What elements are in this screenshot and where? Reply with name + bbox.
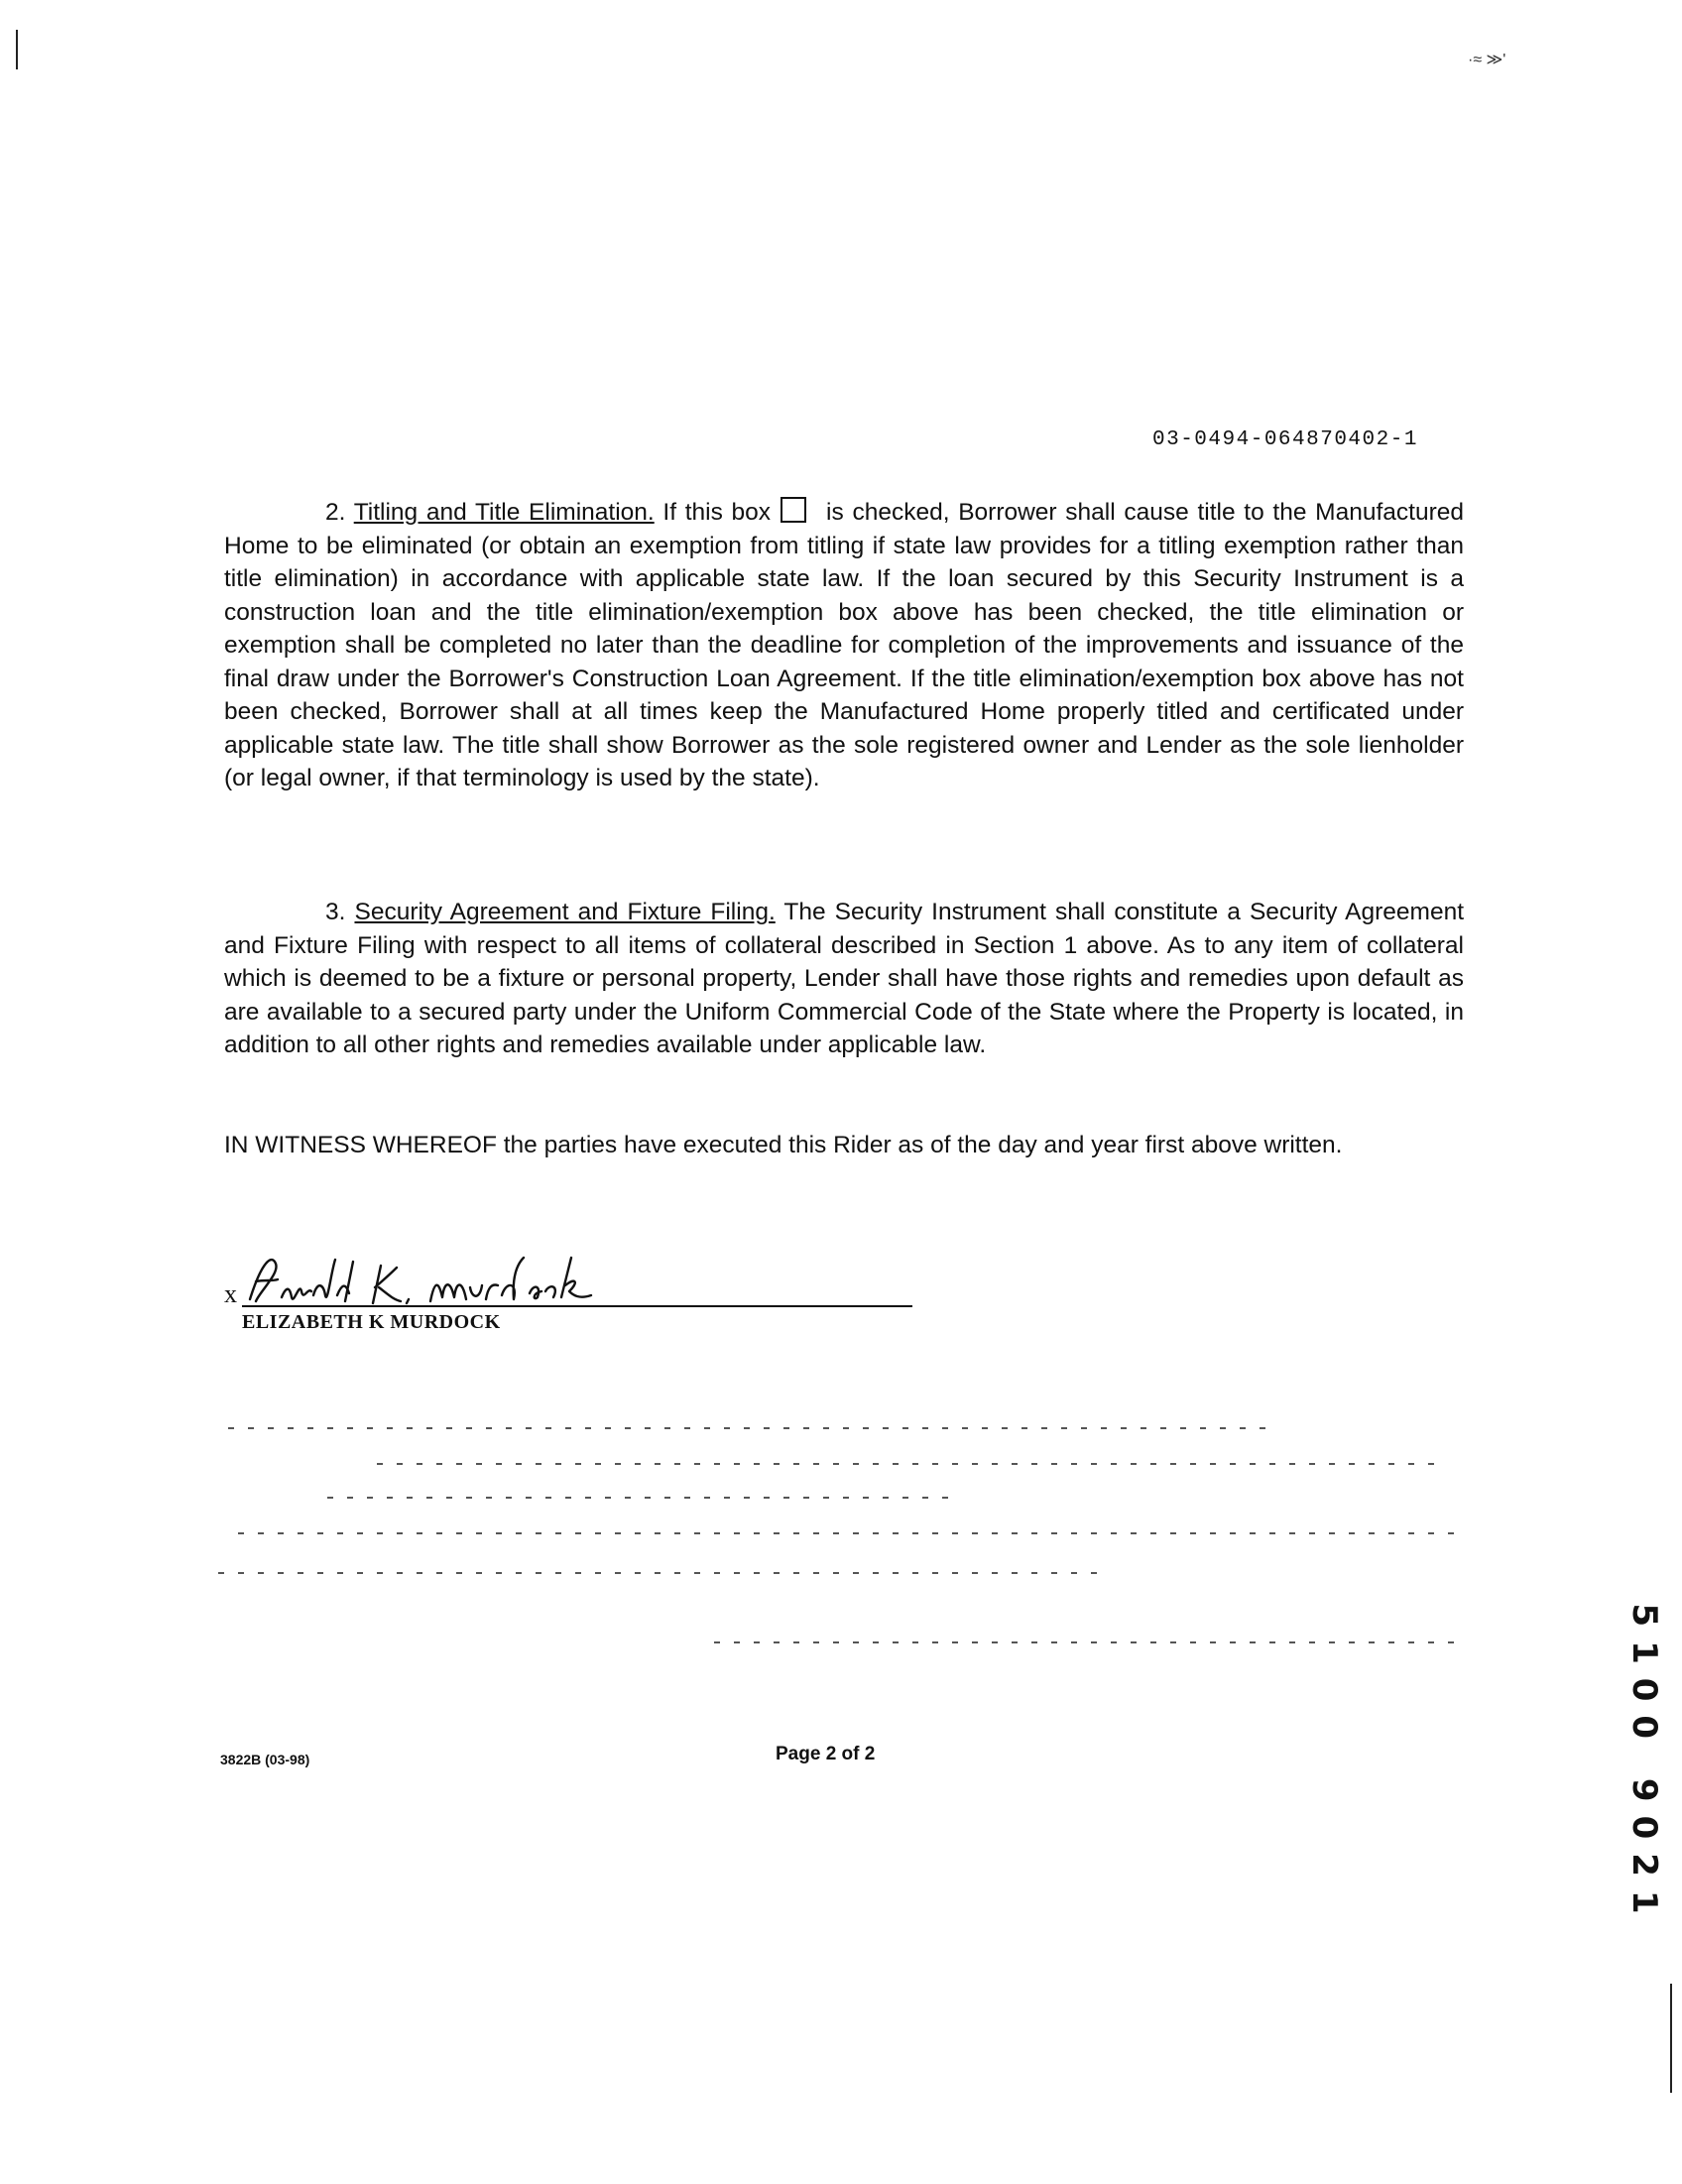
section-2-text: is checked, Borrower shall cause title to the Manufactured Home to be eliminated (or obtain an exemption from titling if state law provides for a titling exemption rather than title elimination) in accordance with applicable state law. If the loan secured by this Security Instrument is a construction loan and the title elimination/exemption box above has been checked, the title elimination or exemption shall be completed no later than the deadline for completion of the improvements and issuance of the final draw under the Borrower's Construction Loan Agreement. If the title elimination/exemption box above has not been checked, Borrower shall at all times keep the Manufactured Home properly titled and certificated under applicable state law. The title shall show Borrower as the sole registered owner and Lender as the sole lienholder (or legal owner, if that terminology is used by the state). (224, 499, 1464, 791)
section-2-number: 2. (325, 499, 346, 526)
scan-noise (218, 1408, 1468, 1676)
title-elimination-checkbox[interactable] (781, 497, 806, 523)
signature-line (242, 1305, 912, 1307)
section-2-text-before-box: If this box (662, 499, 772, 526)
section-3-paragraph (224, 896, 1464, 1062)
section-3-heading: Security Agreement and Fixture Filing. (354, 899, 776, 925)
form-number: 3822B (03-98) (220, 1752, 310, 1767)
signer-name: ELIZABETH K MURDOCK (242, 1311, 501, 1333)
side-stamp (1617, 1567, 1672, 1964)
scan-edge-mark (1670, 1984, 1672, 2093)
scan-speck: ·≈ ≫' (1468, 52, 1506, 68)
section-2-heading: Titling and Title Elimination. (353, 499, 655, 526)
page-number: Page 2 of 2 (776, 1744, 876, 1764)
section-3-text: The Security Instrument shall constitute a Security Agreement and Fixture Filing with respect to all items of collateral described in Section 1 above. As to any item of collateral which is deemed to be a fixture or personal property, Lender shall have those rights and remedies upon default as are available to a secured party under the Uniform Commercial Code of the State where the Property is located, in addition to all other rights and remedies available under applicable law. (224, 899, 1465, 1058)
handwritten-signature (242, 1252, 639, 1311)
section-3-number: 3. (325, 899, 346, 925)
loan-number: 03-0494-064870402-1 (1152, 428, 1418, 451)
section-2-paragraph (224, 496, 1464, 795)
side-stamp-text: 5100 9021 (1624, 1603, 1664, 1928)
scan-edge-mark (16, 30, 18, 69)
signature-x-mark: x (224, 1279, 237, 1308)
witness-clause: IN WITNESS WHEREOF the parties have executed this Rider as of the day and year first above written. (224, 1132, 1343, 1158)
